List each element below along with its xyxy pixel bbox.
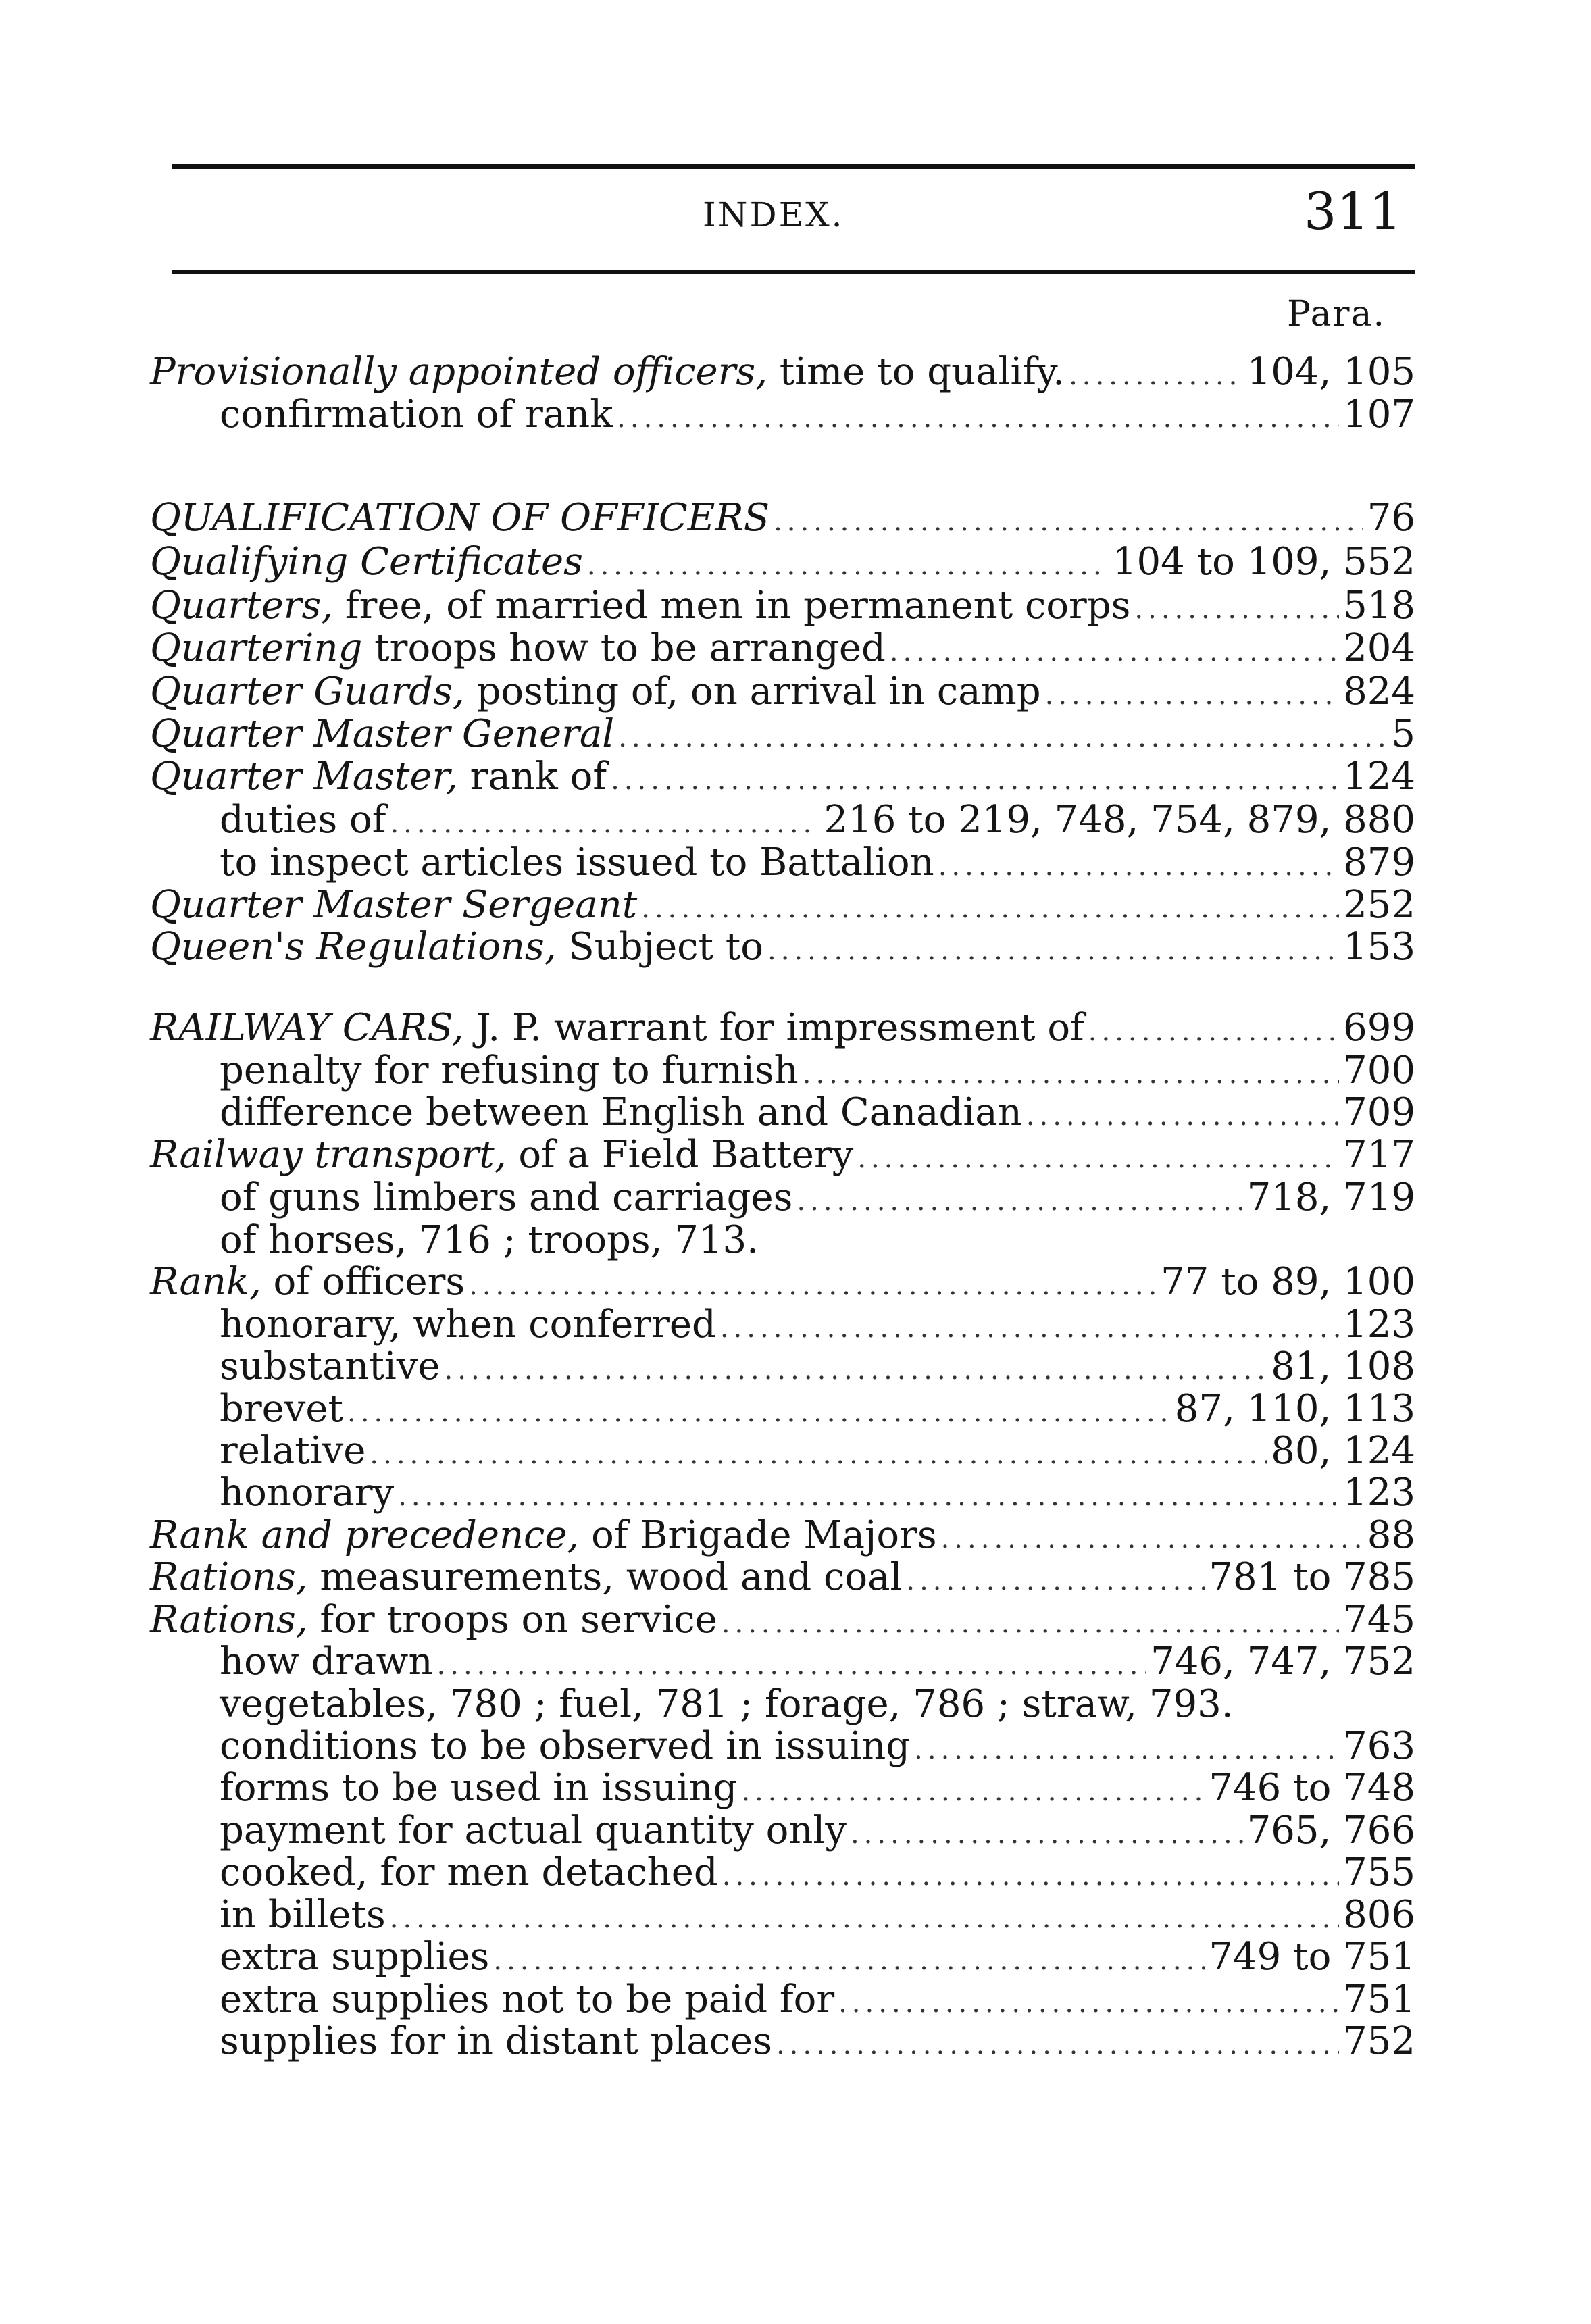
leader-dots [741,1770,1205,1813]
paragraph-reference: 252 [1343,883,1415,927]
entry-heading [220,1303,716,1346]
index-entry [0,1978,1591,2021]
entry-text: of Brigade Majors [579,1513,937,1557]
paragraph-reference: 107 [1343,393,1415,436]
paragraph-reference: 745 [1343,1598,1415,1642]
leader-dots [617,397,1339,440]
paragraph-reference: 518 [1343,584,1415,628]
entry-text: conditions to be observed in issuing [220,1724,911,1768]
paragraph-reference: 746 to 748 [1209,1766,1415,1810]
entry-text: substantive [220,1344,440,1388]
leader-dots [641,887,1339,930]
entry-text: honorary, when conferred [220,1303,716,1346]
leader-dots [838,1981,1339,2025]
leader-dots [774,500,1363,543]
leader-dots [914,1728,1339,1771]
paragraph-reference: 104, 105 [1246,350,1415,394]
index-entry [0,1261,1591,1304]
entry-heading [220,1809,847,1852]
entry-heading [220,1683,1234,1726]
index-entry [0,926,1591,969]
index-entry [0,1134,1591,1177]
entry-text: posting of, on arrival in camp [464,670,1041,713]
entry-keyword: Quarter Master General [150,712,615,756]
leader-dots [938,844,1339,888]
leader-dots [890,630,1339,674]
paragraph-reference: 824 [1343,670,1415,713]
entry-text: troops how to be arranged [362,626,886,670]
entry-heading [220,1219,759,1262]
paragraph-reference: 76 [1367,496,1415,540]
index-entry [0,1936,1591,1979]
index-entry [0,1809,1591,1852]
index-entry [0,1049,1591,1092]
entry-heading [220,1936,489,1979]
entry-text: of officers [261,1260,465,1304]
paragraph-reference: 749 to 751 [1209,1935,1415,1979]
entry-text: how drawn [220,1640,433,1684]
leader-dots [493,1939,1205,1982]
paragraph-reference: 204 [1343,626,1415,670]
entry-heading [150,584,1130,628]
entry-text: rank of [457,755,607,799]
leader-dots [803,1053,1339,1096]
leader-dots [851,1813,1243,1856]
entry-keyword: Queen's Regulations, [150,925,557,969]
entry-text: forms to be used in issuing [220,1766,738,1810]
index-entry [0,1725,1591,1768]
entry-heading [150,755,607,799]
entry-text: of a Field Battery [506,1133,854,1177]
index-entry [0,1767,1591,1810]
leader-dots [722,1602,1339,1645]
paragraph-reference: 781 to 785 [1209,1555,1415,1599]
index-entry [0,540,1591,584]
paragraph-reference: 81, 108 [1271,1344,1415,1388]
index-entry [0,884,1591,927]
entry-keyword: QUALIFICATION OF OFFICERS [150,496,770,540]
entry-keyword: Quartering [150,626,363,670]
paragraph-reference: 88 [1367,1513,1415,1557]
entry-text: Subject to [556,925,763,969]
entry-heading [150,884,637,927]
entry-heading [150,713,614,756]
paragraph-reference: 765, 766 [1246,1809,1415,1852]
paragraph-reference: 751 [1343,1977,1415,2021]
paragraph-reference: 5 [1391,712,1415,756]
leader-dots [390,802,819,845]
index-entry [0,1219,1591,1262]
index-entry [0,670,1591,713]
paragraph-reference: 700 [1343,1049,1415,1092]
leader-dots [776,2023,1339,2067]
paragraph-reference: 699 [1343,1006,1415,1050]
leader-dots [767,929,1339,972]
para-column-label: Para. [1287,294,1386,334]
entry-text: penalty for refusing to furnish [220,1049,799,1092]
entry-text: for troops on service [307,1598,717,1642]
leader-dots [611,759,1339,802]
index-entry [0,1851,1591,1894]
entry-heading [220,1176,792,1219]
leader-dots [941,1517,1363,1561]
leader-dots [390,1897,1339,1940]
entry-heading [150,540,583,584]
entry-heading [220,2020,772,2063]
leader-dots [370,1433,1267,1476]
entry-heading [150,497,769,540]
entry-keyword: Quarter Master Sergeant [150,883,638,927]
leader-dots [1134,588,1339,631]
entry-text: duties of [220,798,386,842]
index-entry [0,1430,1591,1473]
index-entry [0,1176,1591,1219]
paragraph-reference: 124 [1343,755,1415,799]
paragraph-reference: 806 [1343,1893,1415,1937]
entry-text: measurements, wood and coal [307,1555,903,1599]
entry-heading [220,1640,433,1684]
leader-dots [437,1644,1147,1687]
entry-heading [150,1514,937,1557]
leader-dots [398,1475,1339,1518]
leader-dots [347,1391,1171,1434]
index-entry [0,1598,1591,1642]
entry-heading [150,1261,465,1304]
paragraph-reference: 755 [1343,1850,1415,1894]
index-entry [0,1471,1591,1515]
entry-keyword: Quarter Guards, [150,670,465,713]
index-entry [0,1007,1591,1050]
entry-keyword: RAILWAY CARS, [150,1006,464,1050]
entry-heading [150,1007,1084,1050]
entry-text: vegetables, 780 ; fuel, 781 ; forage, 786 ; straw, 793. [220,1682,1234,1726]
paragraph-reference: 717 [1343,1133,1415,1177]
entry-heading [150,351,1065,394]
entry-text: confirmation of rank [220,393,613,436]
index-entry [0,1345,1591,1388]
entry-heading [220,1049,799,1092]
entry-heading [220,1430,365,1473]
index-entry [0,1091,1591,1134]
entry-text: cooked, for men detached [220,1850,718,1894]
page-number: 311 [1304,181,1403,241]
leader-dots [1069,354,1243,397]
index-entry [0,1683,1591,1726]
entry-heading [220,1471,394,1515]
entry-text: of guns limbers and carriages [220,1176,793,1219]
index-entry [0,584,1591,628]
entry-text: free, of married men in permanent corps [333,584,1131,628]
leader-dots [445,1348,1267,1392]
leader-dots [1088,1010,1339,1053]
page-title: INDEX. [703,195,844,234]
entry-text: supplies for in distant places [220,2019,772,2063]
entry-text: honorary [220,1471,395,1515]
entry-keyword: Rank and precedence, [150,1513,580,1557]
leader-dots [587,544,1109,587]
entry-keyword: Provisionally appointed officers, [150,350,767,394]
index-entry [0,2020,1591,2063]
leader-dots [797,1180,1242,1223]
paragraph-reference: 718, 719 [1246,1176,1415,1219]
leader-dots [1045,674,1340,717]
entry-keyword: Rank, [150,1260,261,1304]
paragraph-reference: 77 to 89, 100 [1161,1260,1415,1304]
index-entry [0,393,1591,436]
index-entry [0,1556,1591,1599]
entry-keyword: Quarter Master, [150,755,458,799]
index-entry [0,841,1591,884]
entry-text: extra supplies [220,1935,490,1979]
entry-text: extra supplies not to be paid for [220,1977,835,2021]
entry-heading [220,393,613,436]
leader-dots [906,1559,1205,1602]
leader-dots [720,1307,1339,1350]
paragraph-reference: 752 [1343,2019,1415,2063]
entry-text: to inspect articles issued to Battalion [220,840,934,884]
index-entry [0,497,1591,540]
entry-heading [150,1598,717,1642]
index-entry [0,627,1591,670]
entry-heading [220,1725,910,1768]
paragraph-reference: 123 [1343,1303,1415,1346]
entry-keyword: Rations, [150,1555,308,1599]
paragraph-reference: 216 to 219, 748, 754, 879, 880 [824,798,1415,842]
index-entry [0,1894,1591,1937]
entry-keyword: Qualifying Certificates [150,540,583,584]
entry-text: brevet [220,1387,344,1431]
entry-heading [220,841,934,884]
entry-text: of horses, 716 ; troops, 713. [220,1218,759,1262]
paragraph-reference: 746, 747, 752 [1151,1640,1415,1684]
index-entry [0,1640,1591,1684]
index-entry [0,1388,1591,1431]
entry-text: relative [220,1429,366,1473]
entry-keyword: Railway transport, [150,1133,507,1177]
entry-heading [220,1345,440,1388]
entry-heading [220,1894,386,1937]
paragraph-reference: 87, 110, 113 [1174,1387,1415,1431]
entry-heading [220,1851,718,1894]
paragraph-reference: 879 [1343,840,1415,884]
index-entry [0,713,1591,756]
entry-heading [150,926,763,969]
index-entry [0,799,1591,842]
paragraph-reference: 763 [1343,1724,1415,1768]
paragraph-reference: 153 [1343,925,1415,969]
entry-keyword: Rations, [150,1598,308,1642]
paragraph-reference: 123 [1343,1471,1415,1515]
paragraph-reference: 104 to 109, 552 [1112,540,1415,584]
entry-heading [150,670,1041,713]
entry-text: payment for actual quantity only [220,1809,847,1852]
entry-text: in billets [220,1893,386,1937]
index-entry [0,1303,1591,1346]
index-entry [0,755,1591,799]
index-entry [0,351,1591,394]
leader-dots [618,716,1387,759]
paragraph-reference: 709 [1343,1090,1415,1134]
entry-heading [220,1388,343,1431]
entry-heading [150,1556,902,1599]
entry-text: difference between English and Canadian [220,1090,1022,1134]
leader-dots [469,1264,1157,1307]
leader-dots [1026,1094,1339,1138]
entry-heading [220,1767,737,1810]
entry-keyword: Quarters, [150,584,334,628]
entry-heading [220,799,386,842]
index-entry [0,1514,1591,1557]
entry-heading [150,1134,853,1177]
entry-heading [220,1978,834,2021]
entry-heading [150,627,886,670]
entry-heading [220,1091,1022,1134]
entry-text: J. P. warrant for impressment of [463,1006,1084,1050]
entry-text: time to qualify. [767,350,1065,394]
leader-dots [857,1137,1339,1180]
leader-dots [722,1854,1339,1898]
paragraph-reference: 80, 124 [1271,1429,1415,1473]
